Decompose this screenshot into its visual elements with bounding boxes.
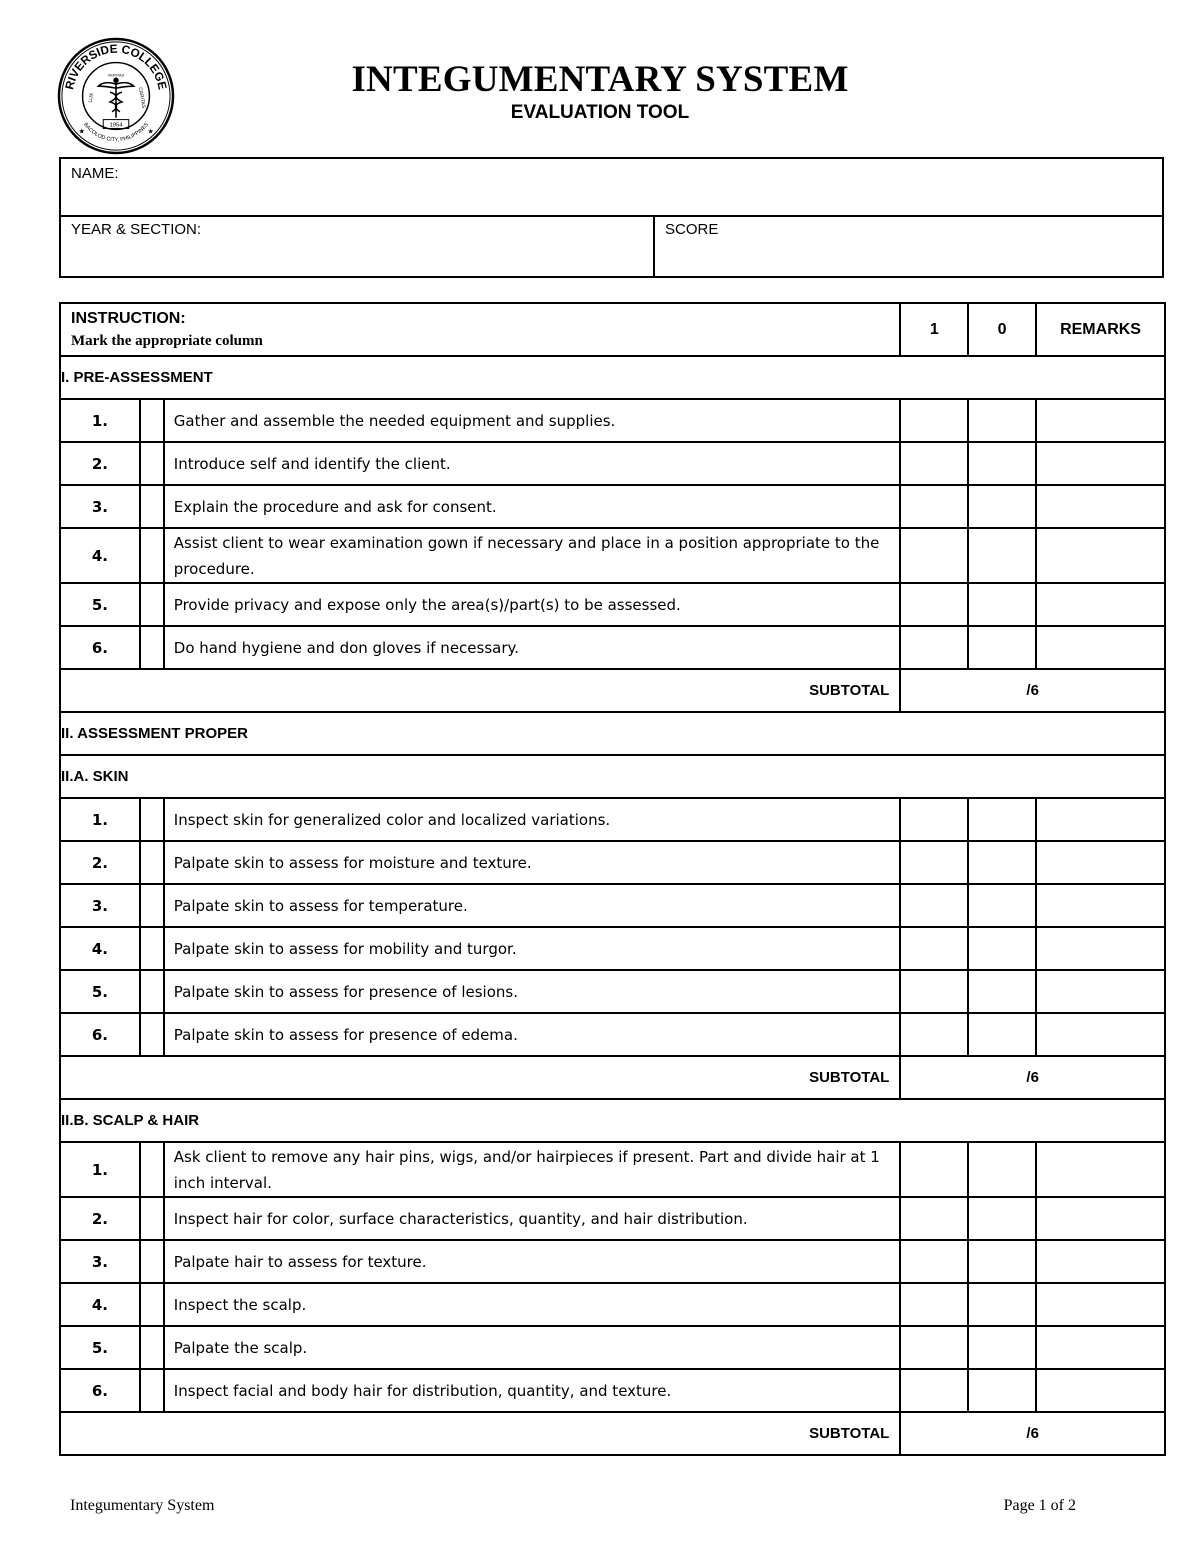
table-row (60, 884, 1165, 927)
item-number: 1. (60, 399, 140, 442)
table-row (60, 927, 1165, 970)
table-row (60, 485, 1165, 528)
footer-page-number: Page 1 of 2 (1003, 1497, 1076, 1514)
table-row (60, 1369, 1165, 1412)
score-zero-cell[interactable] (968, 884, 1036, 927)
score-one-cell[interactable] (900, 1283, 968, 1326)
remarks-cell[interactable] (1036, 626, 1165, 669)
section-title: I. PRE-ASSESSMENT (60, 356, 1165, 399)
item-number: 6. (60, 1369, 140, 1412)
score-zero-cell[interactable] (968, 1283, 1036, 1326)
subtotal-label: SUBTOTAL (60, 1056, 900, 1099)
item-spacer (140, 1013, 164, 1056)
remarks-cell[interactable] (1036, 1369, 1165, 1412)
seal-bottom-text: BACOLOD CITY, PHILIPPINES (82, 121, 150, 144)
score-one-cell[interactable] (900, 583, 968, 626)
item-spacer (140, 528, 164, 583)
score-one-cell[interactable] (900, 927, 968, 970)
item-text: Explain the procedure and ask for consent. (164, 485, 901, 528)
item-text: Palpate the scalp. (164, 1326, 901, 1369)
evaluation-table (59, 302, 1166, 1456)
score-zero-cell[interactable] (968, 1326, 1036, 1369)
item-text: Palpate skin to assess for temperature. (164, 884, 901, 927)
score-zero-cell[interactable] (968, 485, 1036, 528)
score-zero-cell[interactable] (968, 583, 1036, 626)
item-number: 2. (60, 1197, 140, 1240)
college-seal-logo (57, 37, 175, 155)
item-number: 2. (60, 841, 140, 884)
item-number: 6. (60, 626, 140, 669)
table-row (60, 1013, 1165, 1056)
table-row (60, 1142, 1165, 1197)
item-spacer (140, 485, 164, 528)
remarks-cell[interactable] (1036, 884, 1165, 927)
table-row (60, 528, 1165, 583)
item-number: 5. (60, 970, 140, 1013)
column-header-zero: 0 (968, 303, 1036, 356)
star-icon: ★ (78, 128, 85, 136)
item-number: 5. (60, 1326, 140, 1369)
seal-left-text: LUX (88, 92, 96, 104)
table-row (60, 1240, 1165, 1283)
remarks-cell[interactable] (1036, 1197, 1165, 1240)
item-text: Gather and assemble the needed equipment and supplies. (164, 399, 901, 442)
name-label: NAME: (71, 165, 119, 182)
remarks-cell[interactable] (1036, 528, 1165, 583)
item-spacer (140, 798, 164, 841)
score-one-cell[interactable] (900, 1326, 968, 1369)
item-text: Inspect skin for generalized color and localized variations. (164, 798, 901, 841)
item-spacer (140, 927, 164, 970)
item-spacer (140, 399, 164, 442)
item-number: 3. (60, 1240, 140, 1283)
remarks-cell[interactable] (1036, 927, 1165, 970)
table-row (60, 626, 1165, 669)
document-header (300, 58, 900, 126)
score-zero-cell[interactable] (968, 399, 1036, 442)
item-spacer (140, 1369, 164, 1412)
seal-top-text: RIVERSIDE COLLEGE (62, 41, 170, 91)
score-one-cell[interactable] (900, 399, 968, 442)
score-zero-cell[interactable] (968, 1197, 1036, 1240)
item-text: Inspect the scalp. (164, 1283, 901, 1326)
item-spacer (140, 583, 164, 626)
item-spacer (140, 1197, 164, 1240)
caduceus-icon (98, 78, 133, 117)
remarks-cell[interactable] (1036, 399, 1165, 442)
table-row (60, 583, 1165, 626)
item-spacer (140, 841, 164, 884)
table-row (60, 841, 1165, 884)
remarks-cell[interactable] (1036, 798, 1165, 841)
score-zero-cell[interactable] (968, 798, 1036, 841)
item-spacer (140, 1283, 164, 1326)
score-zero-cell[interactable] (968, 442, 1036, 485)
score-one-cell[interactable] (900, 1369, 968, 1412)
item-text: Palpate skin to assess for presence of edema. (164, 1013, 901, 1056)
remarks-cell[interactable] (1036, 841, 1165, 884)
score-zero-cell[interactable] (968, 528, 1036, 583)
item-text: Palpate skin to assess for presence of lesions. (164, 970, 901, 1013)
remarks-cell[interactable] (1036, 1240, 1165, 1283)
score-zero-cell[interactable] (968, 1142, 1036, 1197)
table-row (60, 970, 1165, 1013)
table-row (60, 1326, 1165, 1369)
score-one-cell[interactable] (900, 1142, 968, 1197)
item-number: 4. (60, 1283, 140, 1326)
subtotal-label: SUBTOTAL (60, 669, 900, 712)
remarks-cell[interactable] (1036, 970, 1165, 1013)
score-one-cell[interactable] (900, 528, 968, 583)
seal-year: 1954 (109, 122, 123, 129)
section-title: II.A. SKIN (60, 755, 1165, 798)
item-spacer (140, 884, 164, 927)
item-text: Inspect hair for color, surface characteristics, quantity, and hair distribution. (164, 1197, 901, 1240)
instruction-text: Mark the appropriate column (71, 332, 263, 349)
remarks-cell[interactable] (1036, 1142, 1165, 1197)
subtotal-row (60, 1056, 1165, 1099)
subtotal-row (60, 669, 1165, 712)
table-row (60, 1197, 1165, 1240)
column-header-remarks: REMARKS (1036, 303, 1165, 356)
page-subtitle: EVALUATION TOOL (510, 102, 690, 123)
item-text: Provide privacy and expose only the area(s)/part(s) to be assessed. (164, 583, 901, 626)
score-one-cell[interactable] (900, 970, 968, 1013)
score-one-cell[interactable] (900, 485, 968, 528)
table-row (60, 442, 1165, 485)
item-number: 5. (60, 583, 140, 626)
page-title: INTEGUMENTARY SYSTEM (351, 59, 849, 100)
remarks-cell[interactable] (1036, 1326, 1165, 1369)
score-zero-cell[interactable] (968, 626, 1036, 669)
item-spacer (140, 442, 164, 485)
item-spacer (140, 970, 164, 1013)
section-pre-assessment (60, 356, 1165, 399)
table-row (60, 798, 1165, 841)
instruction-title: INSTRUCTION: (71, 309, 186, 327)
score-one-cell[interactable] (900, 798, 968, 841)
subtotal-row (60, 1412, 1165, 1455)
item-spacer (140, 1326, 164, 1369)
subtotal-label: SUBTOTAL (60, 1412, 900, 1455)
instruction-cell (60, 303, 900, 356)
item-text: Ask client to remove any hair pins, wigs, and/or hairpieces if present. Part and divide hair at 1 inch interval. (164, 1142, 901, 1197)
item-number: 4. (60, 528, 140, 583)
table-row (60, 399, 1165, 442)
item-text: Palpate hair to assess for texture. (164, 1240, 901, 1283)
item-spacer (140, 626, 164, 669)
item-number: 3. (60, 485, 140, 528)
score-zero-cell[interactable] (968, 970, 1036, 1013)
item-spacer (140, 1240, 164, 1283)
subtotal-value: /6 (900, 1056, 1165, 1099)
seal-right-text: CARITAS (136, 87, 146, 109)
score-one-cell[interactable] (900, 841, 968, 884)
name-field[interactable] (61, 159, 1162, 217)
score-one-cell[interactable] (900, 1013, 968, 1056)
score-one-cell[interactable] (900, 1197, 968, 1240)
section-title: II. ASSESSMENT PROPER (60, 712, 1165, 755)
section-assessment-proper (60, 712, 1165, 755)
remarks-cell[interactable] (1036, 1013, 1165, 1056)
section-scalp-hair (60, 1099, 1165, 1142)
column-header-one: 1 (900, 303, 968, 356)
student-info-box (59, 157, 1164, 278)
score-one-cell[interactable] (900, 884, 968, 927)
score-zero-cell[interactable] (968, 1369, 1036, 1412)
remarks-cell[interactable] (1036, 485, 1165, 528)
footer-document-name: Integumentary System (70, 1497, 215, 1514)
item-number: 3. (60, 884, 140, 927)
score-zero-cell[interactable] (968, 927, 1036, 970)
item-number: 1. (60, 1142, 140, 1197)
item-text: Palpate skin to assess for moisture and texture. (164, 841, 901, 884)
score-zero-cell[interactable] (968, 841, 1036, 884)
remarks-cell[interactable] (1036, 583, 1165, 626)
year-section-label: YEAR & SECTION: (71, 221, 202, 238)
year-section-field[interactable] (61, 217, 655, 276)
score-one-cell[interactable] (900, 626, 968, 669)
remarks-cell[interactable] (1036, 1283, 1165, 1326)
item-number: 6. (60, 1013, 140, 1056)
item-number: 2. (60, 442, 140, 485)
subtotal-value: /6 (900, 1412, 1165, 1455)
subtotal-value: /6 (900, 669, 1165, 712)
table-header-row (60, 303, 1165, 356)
item-text: Assist client to wear examination gown if necessary and place in a position appropriate to the procedure. (164, 528, 901, 583)
table-row (60, 1283, 1165, 1326)
score-one-cell[interactable] (900, 1240, 968, 1283)
item-text: Do hand hygiene and don gloves if necessary. (164, 626, 901, 669)
item-text: Introduce self and identify the client. (164, 442, 901, 485)
score-zero-cell[interactable] (968, 1013, 1036, 1056)
score-one-cell[interactable] (900, 442, 968, 485)
item-text: Palpate skin to assess for mobility and turgor. (164, 927, 901, 970)
item-number: 1. (60, 798, 140, 841)
star-icon: ★ (147, 128, 154, 136)
section-skin (60, 755, 1165, 798)
section-title: II.B. SCALP & HAIR (60, 1099, 1165, 1142)
seal-center-text: VERITAS (107, 72, 125, 78)
remarks-cell[interactable] (1036, 442, 1165, 485)
item-text: Inspect facial and body hair for distribution, quantity, and texture. (164, 1369, 901, 1412)
score-field[interactable] (655, 217, 1162, 276)
item-number: 4. (60, 927, 140, 970)
item-spacer (140, 1142, 164, 1197)
score-zero-cell[interactable] (968, 1240, 1036, 1283)
score-label: SCORE (665, 221, 719, 238)
